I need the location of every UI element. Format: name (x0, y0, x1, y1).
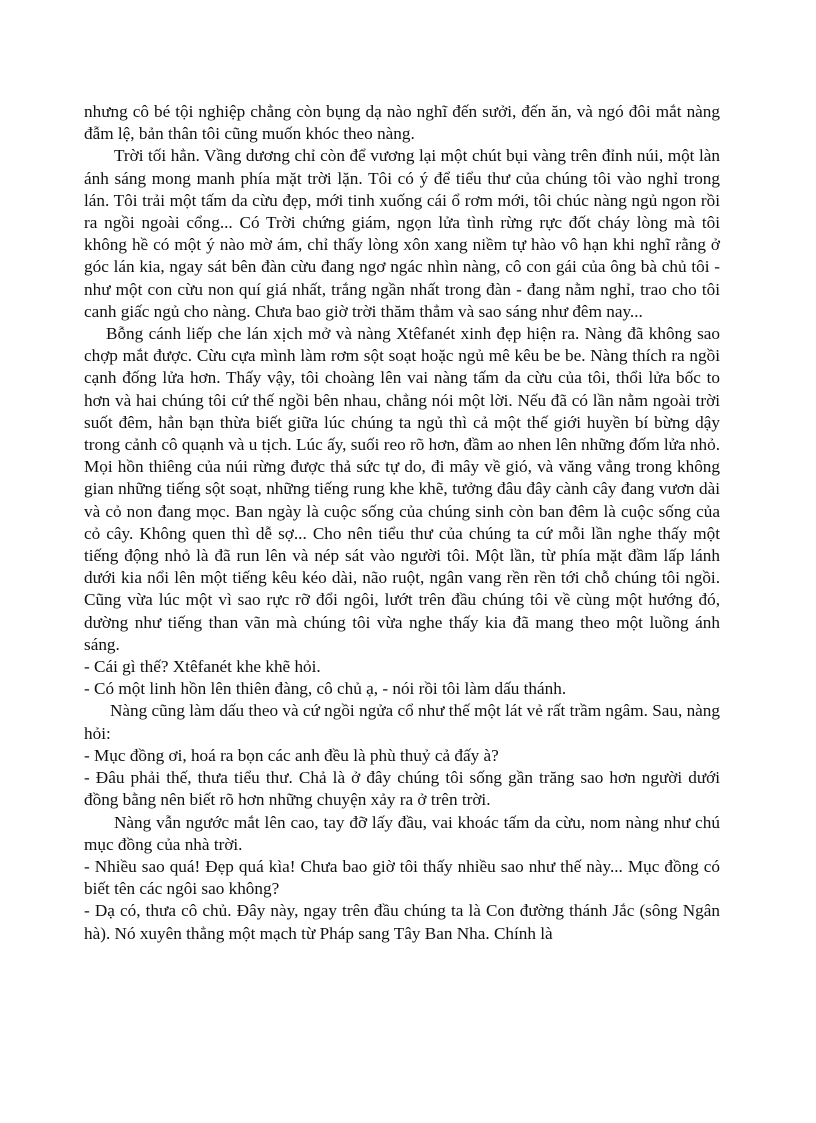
dialogue-line-3: - Cái gì thế? Xtêfanét khe khẽ hỏi. (84, 657, 321, 677)
dialogue-line-10: - Dạ có, thưa cô chủ. Đây này, ngay trên đầu chúng ta là Con đường thánh Jắc (sông Ngân hà). Nó xuyên thẳng một mạch từ Pháp sang Tây Ban Nha. Chính là (84, 901, 720, 943)
dialogue-line-4: - Có một linh hồn lên thiên đàng, cô chủ ạ, - nói rồi tôi làm dấu thánh. (84, 679, 567, 699)
dialogue-line-9: - Nhiều sao quá! Đẹp quá kìa! Chưa bao giờ tôi thấy nhiều sao như thế này... Mục đồng có biết tên các ngôi sao không? (84, 856, 720, 899)
dialogue-line-7: - Đâu phải thế, thưa tiểu thư. Chả là ở đây chúng tôi sống gần trăng sao hơn người dưới đồng bằng nên biết rõ hơn những chuyện xảy ra ở trên trời. (84, 768, 720, 810)
paragraph-2: Bỗng cánh liếp che lán xịch mở và nàng Xtêfanét xinh đẹp hiện ra. Nàng đã không sao chợp mắt được. Cừu cựa mình làm rơm sột soạt hoặc ngủ mê kêu be be. Nàng thích ra ngồi cạnh đống lửa hơn. Thấy vậy, tôi choàng lên vai nàng tấm da cừu của tôi, thổi lửa bốc to hơn và hai chúng tôi cứ thế ngồi bên nhau, chẳng nói một lời. Nếu đã có lần nằm ngoài trời suốt đêm, hẳn bạn thừa biết giữa lúc chúng ta ngủ thì cả một thế giới huyền bí bừng dậy trong cảnh cô quạnh và u tịch. Lúc ấy, suối reo rõ hơn, đầm ao nhen lên những đốm lửa nhỏ. Mọi hồn thiêng của núi rừng được thả sức tự do, đi mây về gió, và văng vẳng trong không gian những tiếng sột soạt, những tiếng rung khe khẽ, tưởng đâu đây cành cây đang vươn dài và cỏ non đang mọc. Ban ngày là cuộc sống của chúng sinh còn ban đêm là cuộc sống của cỏ cây. Không quen thì dễ sợ... Cho nên tiểu thư của chúng ta cứ mỗi lần nghe thấy một tiếng động nhỏ là đã run lên và nép sát vào người tôi. Một lần, từ phía mặt đầm lấp lánh dưới kia nổi lên một tiếng kêu kéo dài, não ruột, ngân vang rền rền tới chỗ chúng tôi ngồi. Cũng vừa lúc một vì sao rực rỡ đổi ngôi, lướt trên đầu chúng tôi về cùng một hướng đó, dường như tiếng than vãn mà chúng tôi vừa nghe thấy kia đã mang theo một luồng ánh sáng. (84, 324, 720, 654)
paragraph-0: nhưng cô bé tội nghiệp chẳng còn bụng dạ nào nghĩ đến sưởi, đến ăn, và ngó đôi mắt nàng đẫm lệ, bản thân tôi cũng muốn khóc theo nàng. (84, 102, 720, 144)
document-body (84, 101, 720, 945)
paragraph-1: Trời tối hẳn. Vầng dương chỉ còn để vương lại một chút bụi vàng trên đỉnh núi, một làn ánh sáng mong manh phía mặt trời lặn. Tôi có ý để tiểu thư của chúng tôi vào nghỉ trong lán. Tôi trải một tấm da cừu đẹp, mới tinh xuống cái ổ rơm mới, tôi chúc nàng ngủ ngon rồi ra ngồi ngoài cổng... Có Trời chứng giám, ngọn lửa tình rừng rực đốt cháy lòng mà tôi không hề có một ý nào mờ ám, chỉ thấy lòng xôn xang niềm tự hào vô hạn khi nghĩ rằng ở góc lán kia, ngay sát bên đàn cừu đang ngơ ngác nhìn nàng, cô con gái của ông bà chủ tôi - như một con cừu non quí giá nhất, trắng ngần nhất trong đàn - đang nằm nghỉ, trao cho tôi canh giấc ngủ cho nàng. Chưa bao giờ trời thăm thẳm và sao sáng như đêm nay... (84, 146, 720, 321)
paragraph-8: Nàng vẫn ngước mắt lên cao, tay đỡ lấy đầu, vai khoác tấm da cừu, nom nàng như chú mục đồng của nhà trời. (84, 812, 720, 854)
dialogue-line-6: - Mục đồng ơi, hoá ra bọn các anh đều là phù thuỷ cả đấy à? (84, 745, 499, 765)
paragraph-5: Nàng cũng làm dấu theo và cứ ngồi ngửa cổ như thế một lát vẻ rất trầm ngâm. Sau, nàng hỏi: (84, 701, 720, 743)
